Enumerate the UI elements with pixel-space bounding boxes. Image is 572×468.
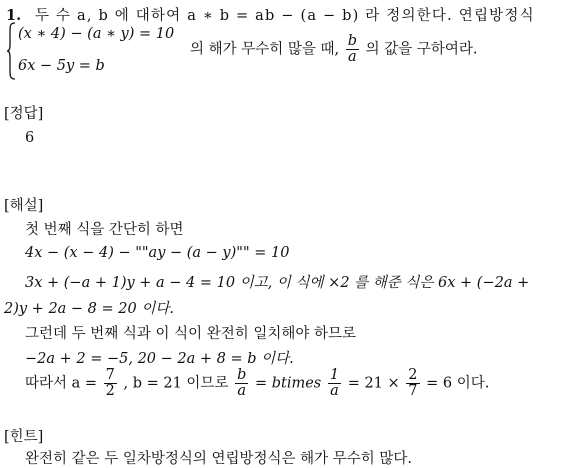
system-equation-2: 6x − 5y = b: [18, 58, 105, 74]
system-equation-1: (x ∗ 4) − (a ∗ y) = 10: [18, 26, 175, 42]
line7-part-e: = 6 이다.: [426, 375, 490, 392]
fraction-denominator: a: [330, 383, 339, 399]
line7-part-c: = btimes: [254, 375, 322, 392]
problem-number: 1.: [6, 7, 22, 24]
solution-header: [해설]: [4, 198, 44, 214]
fraction-numerator: b: [237, 367, 247, 383]
fraction-numerator: b: [347, 33, 358, 49]
answer-value: 6: [25, 130, 35, 146]
solution-line-6: −2a + 2 = −5, 20 − 2a + 8 = b 이다.: [25, 351, 294, 367]
line7-part-b: , b = 21 이므로: [123, 375, 229, 392]
question-suffix: 의 값을 구하여라.: [365, 41, 478, 58]
problem-question: [190, 34, 478, 65]
answer-header: [정답]: [4, 106, 44, 122]
b-over-a-fraction: [235, 368, 248, 399]
two-sevenths-fraction: [406, 368, 419, 399]
fraction-denominator: 7: [408, 383, 418, 399]
fraction-numerator: 1: [329, 367, 340, 383]
fraction-numerator: 2: [408, 367, 418, 383]
question-prefix: 의 해가 무수히 많을 때,: [190, 41, 340, 58]
solution-line-2: 4x − (x − 4) − ""ay − (a − y)"" = 10: [25, 245, 290, 261]
solution-line-3: 3x + (−a + 1)y + a − 4 = 10 이고, 이 식에 ×2 를 해준 식은 6x + (−2a +: [25, 275, 530, 291]
fraction-denominator: 2: [105, 383, 115, 399]
hint-text: 완전히 같은 두 일차방정식의 연립방정식은 해가 무수히 많다.: [25, 451, 413, 467]
solution-line-4: 2)y + 2a − 8 = 20 이다.: [4, 301, 174, 317]
solution-line-1: 첫 번째 식을 간단히 하면: [25, 222, 184, 238]
hint-header: [힌트]: [4, 429, 44, 445]
b-over-a-fraction: [346, 34, 359, 65]
line7-part-a: 따라서 a =: [25, 375, 98, 392]
line7-part-d: = 21 ×: [347, 375, 400, 392]
left-brace-icon: [6, 22, 16, 80]
seven-halves-fraction: [104, 368, 117, 399]
solution-line-5: 그런데 두 번째 식과 이 식이 완전히 일치해야 하므로: [25, 326, 357, 342]
fraction-denominator: a: [237, 383, 247, 399]
fraction-denominator: a: [348, 49, 357, 65]
problem-text: 두 수 a, b 에 대하여 a ∗ b = ab − (a − b) 라 정의한다. 연립방정식: [34, 8, 535, 24]
fraction-numerator: 7: [105, 367, 115, 383]
one-over-a-fraction: [328, 368, 341, 399]
equation-system: [6, 22, 186, 80]
solution-line-7: [25, 368, 489, 399]
